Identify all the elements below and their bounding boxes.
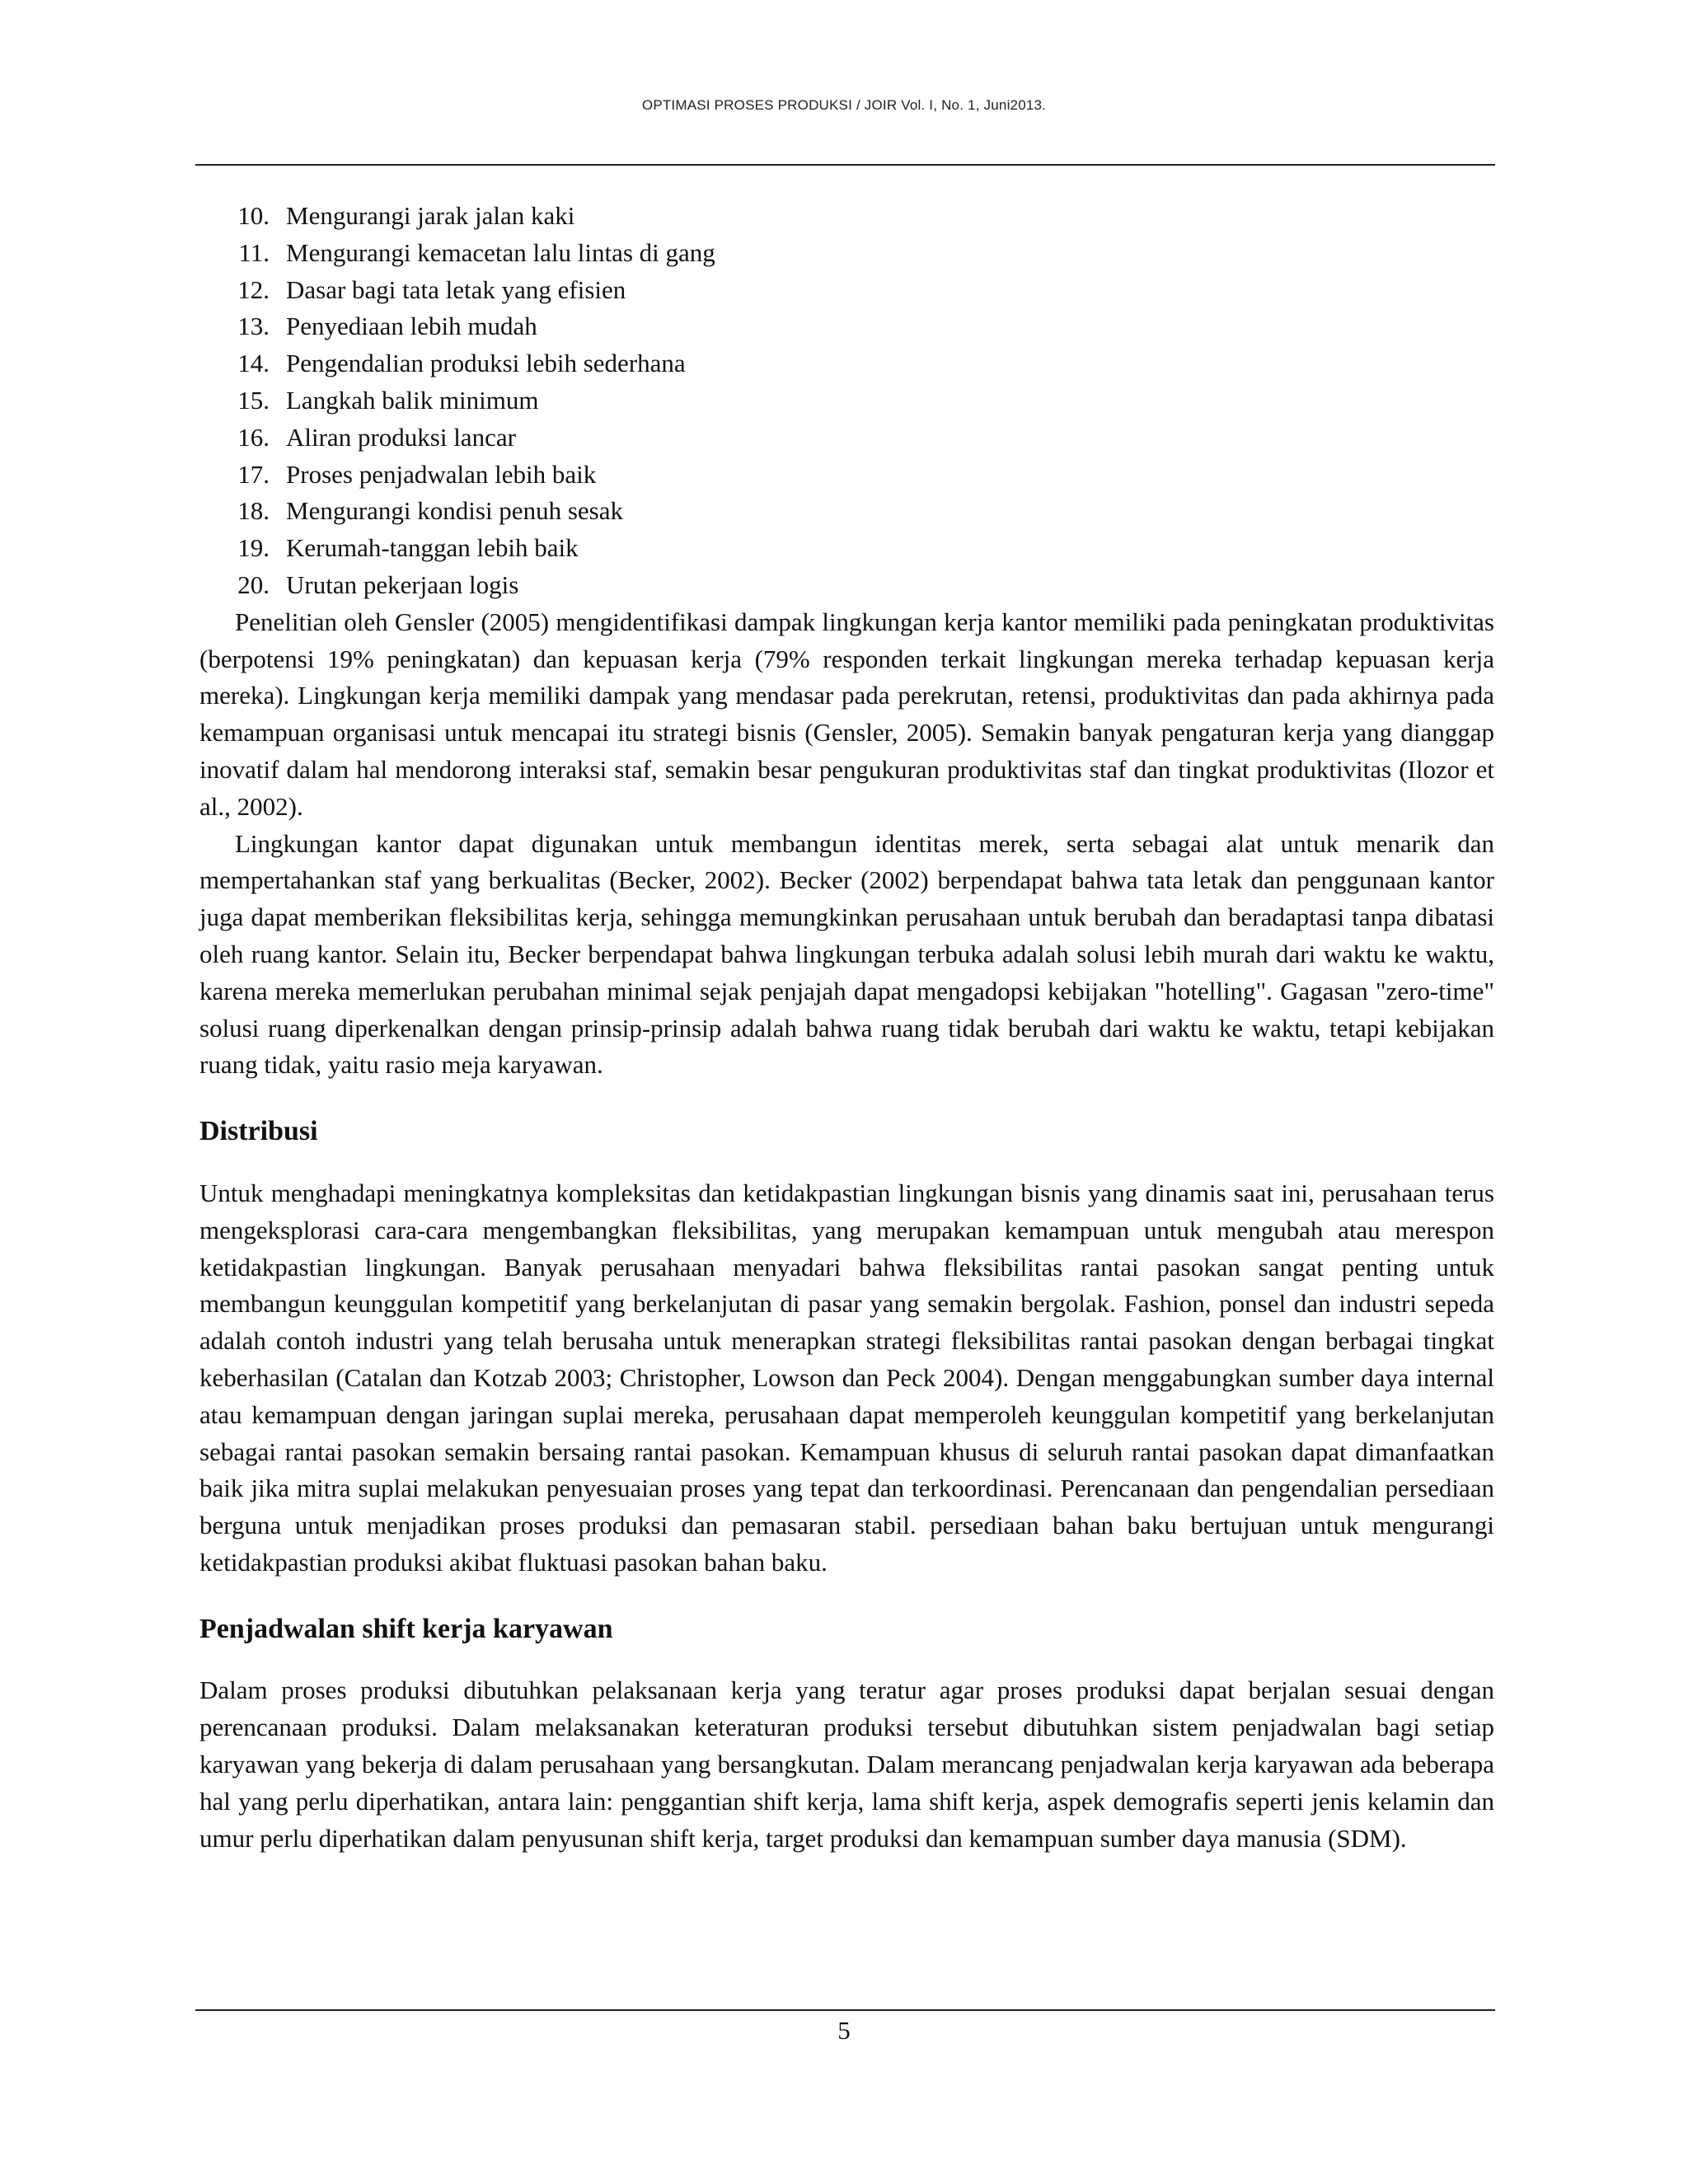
- section-heading-penjadwalan: Penjadwalan shift kerja karyawan: [199, 1613, 613, 1644]
- main-content: [199, 198, 1494, 1857]
- list-item: [199, 235, 1494, 272]
- spacer: [199, 1647, 1494, 1672]
- header-rule: [195, 164, 1495, 166]
- spacer: [199, 1084, 1494, 1113]
- list-item: [199, 457, 1494, 494]
- list-item-number: 15.: [237, 385, 270, 415]
- spacer: [199, 1582, 1494, 1611]
- footer-rule: [195, 2009, 1495, 2011]
- list-item: [199, 308, 1494, 345]
- page-number: 5: [837, 2016, 851, 2045]
- section-heading-distribusi: Distribusi: [199, 1116, 318, 1147]
- list-item-text: Mengurangi kemacetan lalu lintas di gang: [286, 237, 715, 267]
- list-item: [199, 382, 1494, 419]
- spacer: [199, 1151, 1494, 1175]
- list-item-text: Kerumah-tanggan lebih baik: [286, 533, 579, 563]
- list-item: [199, 530, 1494, 567]
- list-item: [199, 272, 1494, 309]
- list-item-text: Mengurangi jarak jalan kaki: [286, 201, 575, 230]
- list-item-text: Proses penjadwalan lebih baik: [286, 459, 597, 489]
- list-item-number: 16.: [237, 422, 270, 452]
- list-item-text: Dasar bagi tata letak yang efisien: [286, 274, 626, 304]
- paragraph-gensler: Penelitian oleh Gensler (2005) mengidentifikasi dampak lingkungan kerja kantor memiliki pada peningkatan produktivitas (berpotensi 19% peningkatan) dan kepuasan kerja (79% responden terkait lingkungan mereka terhadap kepuasan kerja mereka). Lingkungan kerja memiliki dampak yang mendasar pada perekrutan, retensi, produktivitas dan pada akhirnya pada kemampuan organisasi untuk mencapai itu strategi bisnis (Gensler, 2005). Semakin banyak pengaturan kerja yang dianggap inovatif dalam hal mendorong interaksi staf, semakin besar pengukuran produktivitas staf dan tingkat produktivitas (Ilozor et al., 2002).: [199, 607, 1494, 821]
- list-item-text: Mengurangi kondisi penuh sesak: [286, 496, 623, 526]
- paragraph-becker: Lingkungan kantor dapat digunakan untuk membangun identitas merek, serta sebagai alat untuk menarik dan mempertahankan staf yang berkualitas (Becker, 2002). Becker (2002) berpendapat bahwa tata letak dan penggunaan kantor juga dapat memberikan fleksibilitas kerja, sehingga memungkinkan perusahaan untuk berubah dan beradaptasi tanpa dibatasi oleh ruang kantor. Selain itu, Becker berpendapat bahwa lingkungan terbuka adalah solusi lebih murah dari waktu ke waktu, karena mereka memerlukan perubahan minimal sejak penjajah dapat mengadopsi kebijakan "hotelling". Gagasan "zero-time" solusi ruang diperkenalkan dengan prinsip-prinsip adalah bahwa ruang tidak berubah dari waktu ke waktu, tetapi kebijakan ruang tidak, yaitu rasio meja karyawan.: [199, 828, 1494, 1080]
- list-item-number: 13.: [237, 312, 270, 341]
- list-item-number: 18.: [237, 496, 270, 526]
- list-item-number: 19.: [237, 533, 270, 563]
- list-item: [199, 567, 1494, 604]
- list-item: [199, 493, 1494, 530]
- list-item: [199, 198, 1494, 235]
- list-item-text: Aliran produksi lancar: [286, 422, 516, 452]
- running-header: OPTIMASI PROSES PRODUKSI / JOIR Vol. I, No. 1, Juni2013.: [641, 97, 1047, 113]
- list-item-text: Penyediaan lebih mudah: [286, 312, 537, 341]
- list-item-text: Urutan pekerjaan logis: [286, 569, 519, 599]
- list-item: [199, 419, 1494, 457]
- list-item-number: 10.: [237, 201, 270, 230]
- list-item: [199, 345, 1494, 382]
- list-item-number: 17.: [237, 459, 270, 489]
- list-item-text: Pengendalian produksi lebih sederhana: [286, 349, 686, 378]
- list-item-number: 12.: [237, 274, 270, 304]
- list-item-number: 14.: [237, 349, 270, 378]
- list-item-number: 11.: [238, 237, 270, 267]
- paragraph-distribusi: Untuk menghadapi meningkatnya kompleksitas dan ketidakpastian lingkungan bisnis yang dinamis saat ini, perusahaan terus mengeksplorasi cara-cara mengembangkan fleksibilitas, yang merupakan kemampuan untuk mengubah atau merespon ketidakpastian lingkungan. Banyak perusahaan menyadari bahwa fleksibilitas rantai pasokan sangat penting untuk membangun keunggulan kompetitif yang berkelanjutan di pasar yang semakin bergolak. Fashion, ponsel dan industri sepeda adalah contoh industri yang telah berusaha untuk menerapkan strategi fleksibilitas rantai pasokan dengan berbagai tingkat keberhasilan (Catalan dan Kotzab 2003; Christopher, Lowson dan Peck 2004). Dengan menggabungkan sumber daya internal atau kemampuan dengan jaringan suplai mereka, perusahaan dapat memperoleh keunggulan kompetitif yang berkelanjutan sebagai rantai pasokan semakin bersaing rantai pasokan. Kemampuan khusus di seluruh rantai pasokan dapat dimanfaatkan baik jika mitra suplai melakukan penyesuaian proses yang tepat dan terkoordinasi. Perencanaan dan pengendalian persediaan berguna untuk menjadikan proses produksi dan pemasaran stabil. persediaan bahan baku bertujuan untuk mengurangi ketidakpastian produksi akibat fluktuasi pasokan bahan baku.: [199, 1178, 1494, 1577]
- list-item-text: Langkah balik minimum: [286, 385, 539, 415]
- benefits-list: [199, 198, 1494, 604]
- paragraph-penjadwalan: Dalam proses produksi dibutuhkan pelaksanaan kerja yang teratur agar proses produksi dapat berjalan sesuai dengan perencanaan produksi. Dalam melaksanakan keteraturan produksi tersebut dibutuhkan sistem penjadwalan bagi setiap karyawan yang bekerja di dalam perusahaan yang bersangkutan. Dalam merancang penjadwalan kerja karyawan ada beberapa hal yang perlu diperhatikan, antara lain: penggantian shift kerja, lama shift kerja, aspek demografis seperti jenis kelamin dan umur perlu diperhatikan dalam penyusunan shift kerja, target produksi dan kemampuan sumber daya manusia (SDM).: [199, 1675, 1494, 1853]
- list-item-number: 20.: [237, 569, 270, 599]
